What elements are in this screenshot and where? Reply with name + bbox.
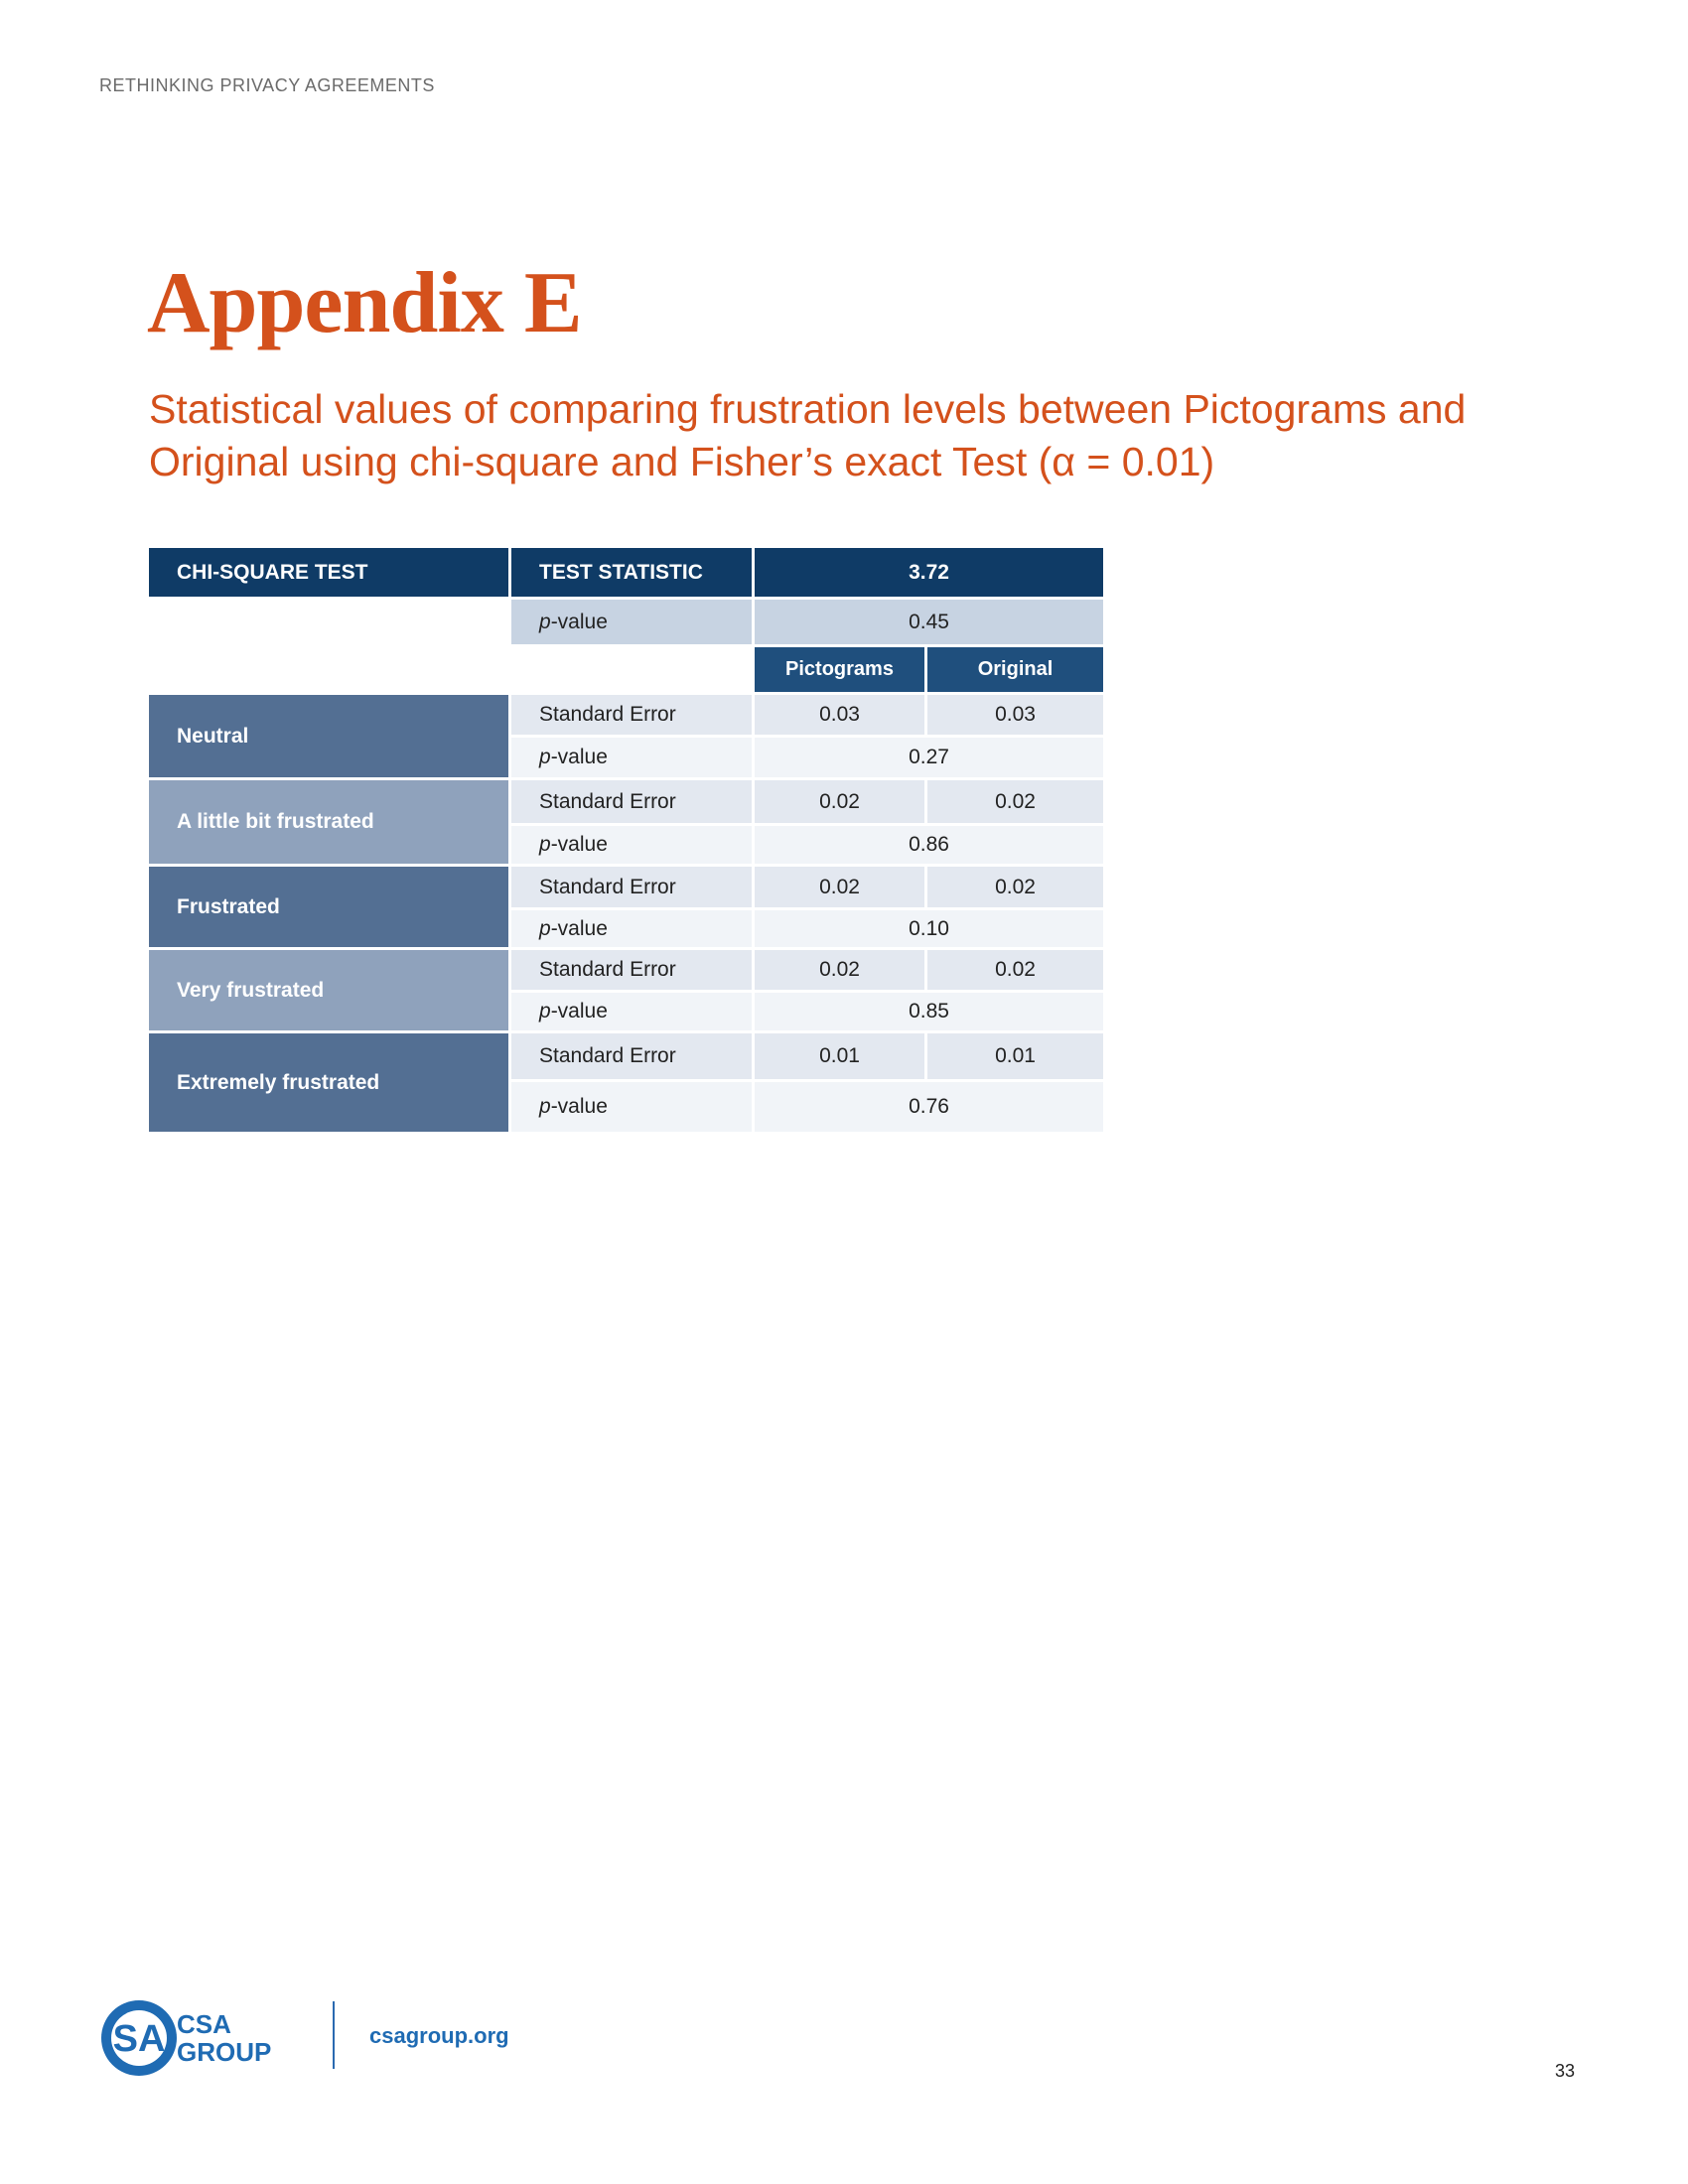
statistics-table (149, 548, 1094, 1118)
pvalue-a-little-bit: 0.86 (755, 826, 1103, 864)
page-title: Appendix E (147, 255, 582, 351)
se-original-a-little-bit: 0.02 (927, 780, 1103, 823)
footer-url-link[interactable]: csagroup.org (369, 2023, 509, 2048)
pvalue-label: p -value (511, 738, 752, 777)
chi-pvalue-label: p -value (511, 600, 752, 644)
se-original-extremely-frustrated: 0.01 (927, 1033, 1103, 1079)
se-label: Standard Error (511, 867, 752, 907)
chi-pvalue-value: 0.45 (755, 600, 1103, 644)
pvalue-frustrated: 0.10 (755, 910, 1103, 947)
se-label: Standard Error (511, 1033, 752, 1079)
se-label: Standard Error (511, 780, 752, 823)
group-header-pictograms: Pictograms (755, 647, 924, 692)
pvalue-label: p -value (511, 993, 752, 1030)
pvalue-label: p -value (511, 910, 752, 947)
page-subtitle: Statistical values of comparing frustration levels between Pictograms and Original using chi-square and Fisher’s exact Test (α = 0.01) (149, 386, 1467, 484)
csa-group-logo (97, 1993, 306, 2083)
running-head: RETHINKING PRIVACY AGREEMENTS (99, 75, 435, 95)
se-pictograms-frustrated: 0.02 (755, 867, 924, 907)
group-header-original: Original (927, 647, 1103, 692)
se-original-very-frustrated: 0.02 (927, 950, 1103, 990)
header-test-statistic-value: 3.72 (755, 548, 1103, 597)
category-frustrated: Frustrated (149, 867, 508, 947)
category-a-little-bit-frustrated: A little bit frustrated (149, 780, 508, 864)
se-original-frustrated: 0.02 (927, 867, 1103, 907)
footer-divider (333, 2001, 335, 2069)
pvalue-label: p -value (511, 1082, 752, 1132)
logo-text-group: GROUP (177, 2037, 272, 2067)
se-pictograms-very-frustrated: 0.02 (755, 950, 924, 990)
pvalue-label: p -value (511, 826, 752, 864)
se-original-neutral: 0.03 (927, 695, 1103, 735)
pvalue-neutral: 0.27 (755, 738, 1103, 777)
page-number: 33 (1555, 2061, 1576, 2081)
category-neutral: Neutral (149, 695, 508, 777)
se-label: Standard Error (511, 950, 752, 990)
category-extremely-frustrated: Extremely frustrated (149, 1033, 508, 1132)
pvalue-extremely-frustrated: 0.76 (755, 1082, 1103, 1132)
logo-mark: SA (112, 2018, 166, 2060)
se-pictograms-a-little-bit: 0.02 (755, 780, 924, 823)
se-label: Standard Error (511, 695, 752, 735)
pvalue-very-frustrated: 0.85 (755, 993, 1103, 1030)
header-chi-square-test: CHI-SQUARE TEST (149, 548, 508, 597)
se-pictograms-neutral: 0.03 (755, 695, 924, 735)
se-pictograms-extremely-frustrated: 0.01 (755, 1033, 924, 1079)
header-test-statistic: TEST STATISTIC (511, 548, 752, 597)
category-very-frustrated: Very frustrated (149, 950, 508, 1030)
logo-text-csa: CSA (177, 2009, 231, 2039)
